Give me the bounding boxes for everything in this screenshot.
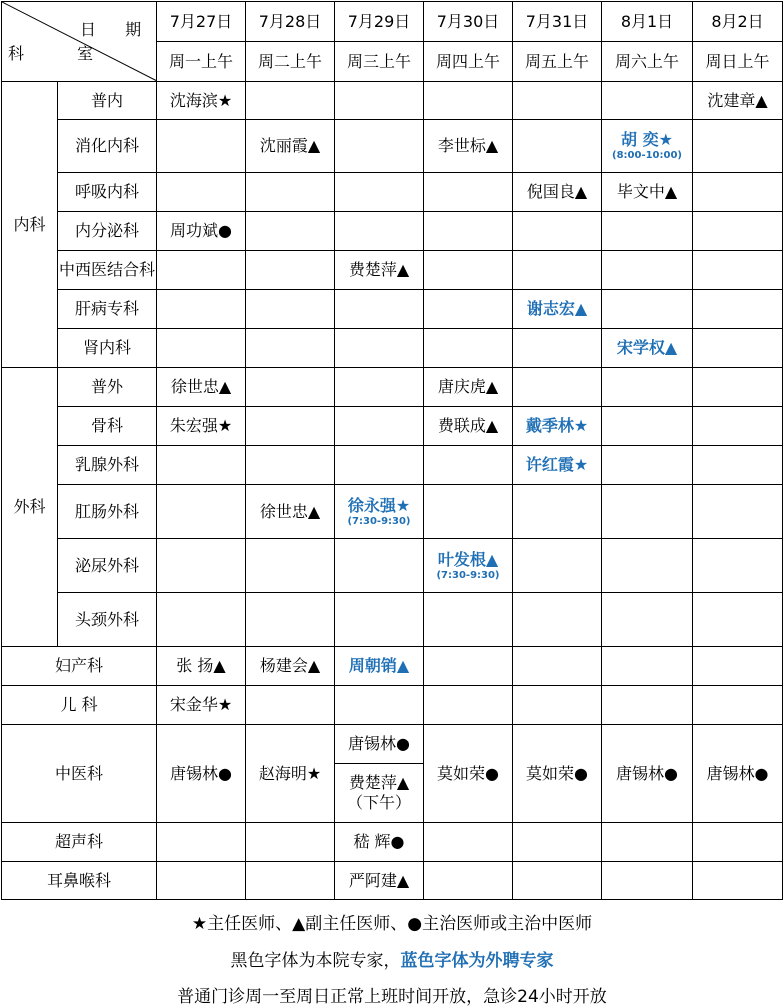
empty-cell (246, 539, 335, 593)
legend-titles: ★主任医师、▲副主任医师、●主治医师或主治中医师 (191, 914, 593, 934)
empty-cell (424, 290, 513, 329)
empty-cell (602, 686, 693, 725)
empty-cell (693, 862, 783, 900)
empty-cell (693, 593, 783, 647)
empty-cell (246, 173, 335, 212)
table-row (2, 725, 783, 823)
empty-cell (693, 647, 783, 686)
table-row (2, 120, 783, 173)
empty-cell (513, 686, 602, 725)
external-doctor-cell (602, 120, 693, 173)
empty-cell (157, 862, 246, 900)
date-cell: 7月31日 (513, 2, 602, 42)
external-doctor-cell: 周朝销▲ (335, 647, 424, 686)
weekday-cell: 周三上午 (335, 42, 424, 82)
empty-cell (513, 539, 602, 593)
table-row (2, 329, 783, 368)
doctor-cell: 唐庆虎▲ (424, 368, 513, 407)
doctor-cell: 唐锡林● (693, 725, 783, 823)
weekday-cell: 周一上午 (157, 42, 246, 82)
empty-cell (602, 593, 693, 647)
table-row (2, 173, 783, 212)
empty-cell (157, 251, 246, 290)
dept-label: 超声科 (2, 823, 157, 862)
empty-cell (602, 251, 693, 290)
date-cell: 7月30日 (424, 2, 513, 42)
afternoon-note: （下午） (346, 793, 411, 812)
empty-cell (513, 823, 602, 862)
empty-cell (335, 329, 424, 368)
empty-cell (513, 485, 602, 539)
doctor-cell: 唐锡林● (348, 734, 410, 753)
doctor-cell: 杨建会▲ (246, 647, 335, 686)
empty-cell (246, 212, 335, 251)
doctor-cell: 唐锡林● (157, 725, 246, 823)
empty-cell (513, 212, 602, 251)
empty-cell (602, 539, 693, 593)
schedule-table (1, 1, 783, 900)
doctor-cell: 唐锡林● (602, 725, 693, 823)
dept-label: 肝病专科 (58, 290, 157, 329)
empty-cell (335, 593, 424, 647)
doctor-name: 叶发根▲ (437, 549, 499, 569)
external-doctor-cell: 戴季林★ (513, 407, 602, 446)
date-cell: 8月2日 (693, 2, 783, 42)
empty-cell (693, 686, 783, 725)
doctor-cell: 赵海明★ (246, 725, 335, 823)
table-row (2, 823, 783, 862)
doctor-cell: 张 扬▲ (157, 647, 246, 686)
doctor-cell: 沈海滨★ (157, 82, 246, 120)
weekday-cell: 周日上午 (693, 42, 783, 82)
group-label-waike: 外科 (2, 368, 58, 647)
empty-cell (693, 823, 783, 862)
doctor-name: 费楚萍▲ (348, 773, 410, 792)
dept-label: 肛肠外科 (58, 485, 157, 539)
empty-cell (513, 593, 602, 647)
empty-cell (246, 290, 335, 329)
doctor-cell-afternoon (335, 763, 423, 822)
dept-label: 乳腺外科 (58, 446, 157, 485)
split-cell (335, 725, 424, 823)
empty-cell (602, 485, 693, 539)
table-row (2, 290, 783, 329)
doctor-cell: 周功斌● (157, 212, 246, 251)
doctor-cell: 严阿建▲ (335, 862, 424, 900)
weekday-cell: 周六上午 (602, 42, 693, 82)
dept-label: 头颈外科 (58, 593, 157, 647)
empty-cell (693, 485, 783, 539)
empty-cell (693, 173, 783, 212)
empty-cell (424, 647, 513, 686)
dept-label: 消化内科 (58, 120, 157, 173)
table-row (2, 446, 783, 485)
doctor-cell: 嵇 辉● (335, 823, 424, 862)
legend-colors (0, 946, 784, 971)
empty-cell (513, 862, 602, 900)
empty-cell (157, 446, 246, 485)
group-label-neike: 内科 (2, 82, 58, 368)
dept-label: 中西医结合科 (58, 251, 157, 290)
empty-cell (246, 446, 335, 485)
empty-cell (424, 593, 513, 647)
empty-cell (693, 290, 783, 329)
empty-cell (602, 647, 693, 686)
legend-hours: 普通门诊周一至周日正常上班时间开放，急诊24小时开放 (177, 987, 607, 1007)
doctor-name: 胡 奕★ (621, 130, 673, 149)
empty-cell (693, 368, 783, 407)
clinic-time: (7:30-9:30) (436, 569, 500, 581)
table-row (2, 82, 783, 120)
empty-cell (602, 407, 693, 446)
empty-cell (157, 173, 246, 212)
empty-cell (246, 686, 335, 725)
empty-cell (157, 823, 246, 862)
dept-label: 儿 科 (2, 686, 157, 725)
dept-label: 中医科 (2, 725, 157, 823)
empty-cell (693, 539, 783, 593)
empty-cell (335, 368, 424, 407)
empty-cell (424, 82, 513, 120)
empty-cell (513, 251, 602, 290)
table-row (2, 407, 783, 446)
doctor-cell: 徐世忠▲ (157, 368, 246, 407)
external-doctor-cell (424, 539, 513, 593)
doctor-cell: 费楚萍▲ (335, 251, 424, 290)
doctor-cell: 沈建章▲ (693, 82, 783, 120)
empty-cell (693, 446, 783, 485)
table-row (2, 251, 783, 290)
empty-cell (335, 539, 424, 593)
doctor-cell: 李世标▲ (424, 120, 513, 173)
empty-cell (693, 120, 783, 173)
empty-cell (513, 647, 602, 686)
external-doctor-cell: 许红霞★ (513, 446, 602, 485)
dept-label: 耳鼻喉科 (2, 862, 157, 900)
table-row (2, 368, 783, 407)
empty-cell (157, 120, 246, 173)
weekday-cell: 周四上午 (424, 42, 513, 82)
empty-cell (513, 329, 602, 368)
empty-cell (424, 862, 513, 900)
empty-cell (157, 329, 246, 368)
doctor-cell: 莫如荣● (424, 725, 513, 823)
date-cell: 7月27日 (157, 2, 246, 42)
external-doctor-cell (335, 485, 424, 539)
dept-label: 肾内科 (58, 329, 157, 368)
doctor-cell: 徐世忠▲ (246, 485, 335, 539)
date-cell: 8月1日 (602, 2, 693, 42)
dept-label: 妇产科 (2, 647, 157, 686)
empty-cell (335, 407, 424, 446)
corner-date-label: 日 期 (80, 20, 154, 39)
legend-inhouse-note: 黑色字体为本院专家， (230, 951, 401, 971)
dept-label: 呼吸内科 (58, 173, 157, 212)
date-cell: 7月29日 (335, 2, 424, 42)
table-row (2, 862, 783, 900)
empty-cell (335, 212, 424, 251)
empty-cell (424, 251, 513, 290)
empty-cell (693, 212, 783, 251)
empty-cell (602, 823, 693, 862)
dept-label: 普外 (58, 368, 157, 407)
empty-cell (246, 593, 335, 647)
empty-cell (424, 212, 513, 251)
table-row (2, 212, 783, 251)
dept-label: 普内 (58, 82, 157, 120)
empty-cell (693, 407, 783, 446)
empty-cell (335, 120, 424, 173)
empty-cell (424, 329, 513, 368)
doctor-cell: 倪国良▲ (513, 173, 602, 212)
empty-cell (246, 82, 335, 120)
empty-cell (335, 290, 424, 329)
empty-cell (157, 485, 246, 539)
empty-cell (602, 862, 693, 900)
table-row (2, 485, 783, 539)
doctor-cell: 沈丽霞▲ (246, 120, 335, 173)
corner-dept-label: 科 室 (8, 44, 118, 63)
doctor-cell: 朱宏强★ (157, 407, 246, 446)
empty-cell (602, 368, 693, 407)
doctor-cell: 宋金华★ (157, 686, 246, 725)
dept-label: 骨科 (58, 407, 157, 446)
empty-cell (424, 173, 513, 212)
empty-cell (513, 82, 602, 120)
doctor-cell: 费联成▲ (424, 407, 513, 446)
empty-cell (246, 251, 335, 290)
doctor-cell: 毕文中▲ (602, 173, 693, 212)
empty-cell (157, 290, 246, 329)
empty-cell (335, 82, 424, 120)
empty-cell (335, 446, 424, 485)
empty-cell (246, 823, 335, 862)
header-corner (2, 2, 157, 82)
table-row (2, 539, 783, 593)
empty-cell (513, 368, 602, 407)
empty-cell (424, 823, 513, 862)
weekday-cell: 周五上午 (513, 42, 602, 82)
empty-cell (246, 862, 335, 900)
empty-cell (693, 329, 783, 368)
empty-cell (602, 446, 693, 485)
dept-label: 泌尿外科 (58, 539, 157, 593)
doctor-name: 徐永强★ (347, 495, 411, 515)
clinic-time: (8:00-10:00) (612, 150, 682, 161)
empty-cell (424, 446, 513, 485)
date-row (2, 2, 783, 42)
empty-cell (424, 485, 513, 539)
dept-label: 内分泌科 (58, 212, 157, 251)
empty-cell (335, 686, 424, 725)
empty-cell (513, 120, 602, 173)
date-cell: 7月28日 (246, 2, 335, 42)
external-doctor-cell: 宋学权▲ (602, 329, 693, 368)
external-doctor-cell: 谢志宏▲ (513, 290, 602, 329)
empty-cell (157, 539, 246, 593)
empty-cell (602, 212, 693, 251)
empty-cell (246, 329, 335, 368)
empty-cell (424, 686, 513, 725)
legend-external-note: 蓝色字体为外聘专家 (400, 951, 554, 971)
table-row (2, 686, 783, 725)
empty-cell (335, 173, 424, 212)
empty-cell (602, 290, 693, 329)
doctor-cell: 莫如荣● (513, 725, 602, 823)
table-row (2, 593, 783, 647)
table-row (2, 647, 783, 686)
empty-cell (157, 593, 246, 647)
empty-cell (602, 82, 693, 120)
empty-cell (246, 407, 335, 446)
empty-cell (246, 368, 335, 407)
clinic-time: (7:30-9:30) (347, 515, 411, 527)
corner-diagonal (2, 2, 157, 81)
weekday-cell: 周二上午 (246, 42, 335, 82)
empty-cell (693, 251, 783, 290)
